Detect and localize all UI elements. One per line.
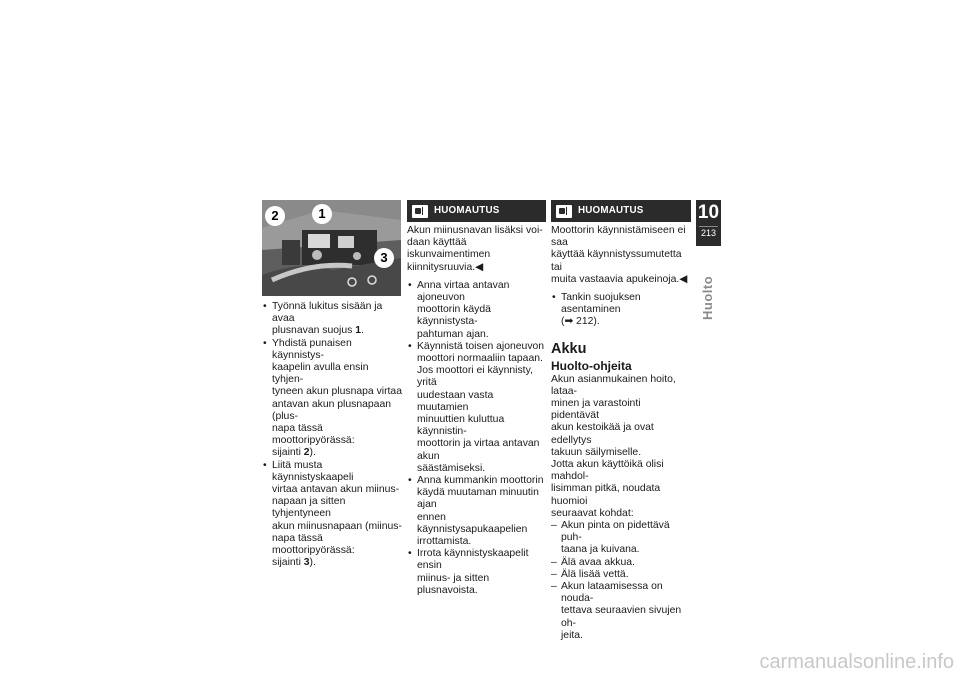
list-item: – Akun pinta on pidettävä puh- taana ja kuivana.	[551, 520, 691, 557]
list-item: • Anna virtaa antavan ajoneuvon moottorin käydä käynnistysta- pahtuman ajan.	[407, 280, 546, 341]
chapter-number: 10	[697, 202, 720, 223]
list-item: – Akun lataamisessa on nouda- tettava seuraavien sivujen oh- jeita.	[551, 581, 691, 642]
list-item: • Yhdistä punaisen käynnistys- kaapelin avulla ensin tyhjen- tyneen akun plusnapa virtaa antavan akun plusnapaan (plus- napa tässä moottoripyörässä: sijainti 2).	[262, 338, 402, 460]
section-title: Akku	[551, 340, 587, 357]
column-1	[262, 301, 402, 569]
instruction-list	[407, 280, 546, 597]
note-icon	[412, 205, 428, 218]
note-header	[551, 200, 691, 222]
photo-label-1: 1	[312, 204, 332, 224]
list-item: • Tankin suojuksen asentaminen (➡ 212).	[551, 292, 691, 329]
list-item: • Käynnistä toisen ajoneuvon moottori normaaliin tapaan. Jos moottori ei käynnisty, yritä uudestaan vasta muutamien minuuttien kuluttua käynnistin- moottorin ja virtaa antavan akun säästämiseksi.	[407, 341, 546, 475]
list-item: – Älä lisää vettä.	[551, 569, 691, 581]
watermark: carmanualsonline.info	[759, 651, 954, 673]
ref-number: 2	[303, 447, 310, 459]
list-item: • Irrota käynnistyskaapelit ensin miinus- ja sitten plusnavoista.	[407, 548, 546, 597]
photo-label-3: 3	[374, 248, 394, 268]
side-chapter-title: Huolto	[700, 275, 715, 320]
list-item: • Työnnä lukitus sisään ja avaa plusnavan suojus 1.	[262, 301, 402, 338]
list-item: • Anna kummankin moottorin käydä muutaman minuutin ajan ennen käynnistysapukaapelien irrottamista.	[407, 475, 546, 548]
ref-number: 1	[355, 325, 361, 337]
chapter-tab	[696, 200, 721, 246]
column-3	[551, 200, 691, 642]
note-title: HUOMAUTUS	[578, 204, 644, 216]
note-title: HUOMAUTUS	[434, 204, 500, 216]
paragraph: Jotta akun käyttöikä olisi mahdol- lisimman pitkä, noudata huomioi seuraavat kohdat:	[551, 459, 664, 519]
photo-label-2: 2	[265, 206, 285, 226]
page-number: 213	[700, 228, 717, 238]
column-2	[407, 200, 546, 597]
dash-list	[551, 520, 691, 642]
note-header	[407, 200, 546, 222]
list-item: • Liitä musta käynnistyskaapeli virtaa antavan akun miinus- napaan ja sitten tyhjentyneen akun miinusnapaan (miinus- napa tässä moottoripyörässä: sijainti 3).	[262, 460, 402, 570]
subsection-title: Huolto-ohjeita	[551, 358, 632, 373]
list-item: – Älä avaa akkua.	[551, 557, 691, 569]
instruction-list	[551, 292, 691, 329]
ref-number: 3	[303, 557, 310, 569]
note-text: Moottorin käynnistämiseen ei saa käyttää käynnistyssumutetta tai muita vastaavia apukeinoja.◀	[551, 225, 688, 285]
note-text: Akun miinusnavan lisäksi voi- daan käyttää iskunvaimentimen kiinnitysruuvia.◀	[407, 225, 543, 273]
battery-photo	[262, 200, 401, 296]
note-icon	[556, 205, 572, 218]
instruction-list	[262, 301, 402, 569]
paragraph: Akun asianmukainen hoito, lataa- minen ja varastointi pidentävät akun kestoikää ja ovat edellytys takuun säilymiselle.	[551, 373, 676, 458]
